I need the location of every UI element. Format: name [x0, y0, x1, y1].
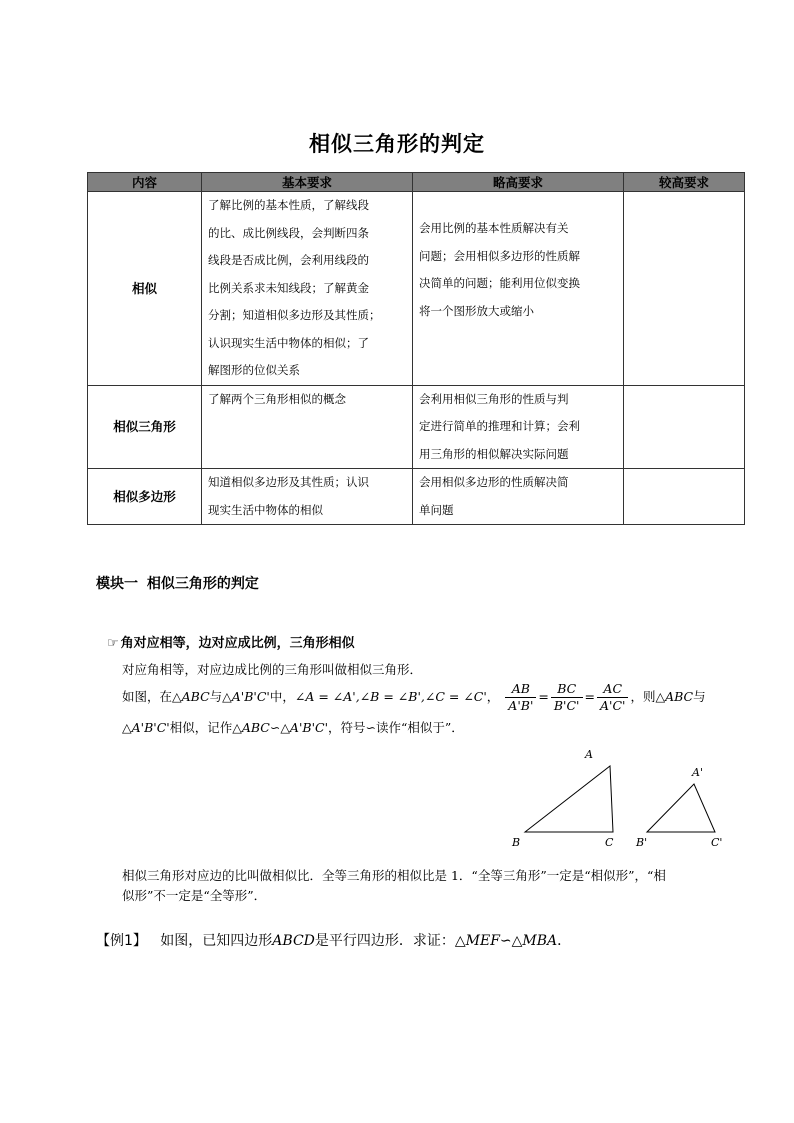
triangle-a1b1c1: △A'B'C'	[222, 689, 270, 704]
cell-line: 会用相似多边形的性质解决简	[419, 475, 569, 489]
page-title: 相似三角形的判定	[309, 132, 485, 156]
module-heading	[96, 573, 259, 593]
cell-line: 会利用相似三角形的性质与判	[419, 391, 569, 406]
table-row	[88, 385, 745, 469]
example-1: 【例1】 如图，已知四边形ABCD是平行四边形．求证：△MEF∽△MBA．	[96, 933, 572, 949]
similarity-notation: △ABC∽△A'B'C'	[232, 720, 329, 735]
row-basic-cell	[202, 192, 413, 386]
row-basic-cell	[202, 469, 413, 525]
header-content: 内容	[88, 173, 202, 192]
cell-line: 用三角形的相似解决实际问题	[419, 446, 569, 461]
ratio-paragraph-line2: 似形”不一定是“全等形”．	[122, 888, 267, 903]
module-label: 模块一	[96, 576, 138, 592]
row-content-cell: 相似多边形	[88, 469, 202, 525]
cell-line: 会用比例的基本性质解决有关	[419, 221, 569, 235]
label-B-prime: B'	[636, 836, 648, 849]
label-C: C	[605, 836, 614, 849]
cell-line: 决简单的问题；能利用位似变换	[419, 276, 580, 290]
row-content-cell: 相似	[88, 192, 202, 386]
triangle-a1b1c1-shape	[647, 784, 715, 832]
definition-paragraph: 对应角相等，对应边成比例的三角形叫做相似三角形．	[122, 662, 423, 677]
cell-line: 分割；知道相似多边形及其性质；	[208, 308, 381, 322]
condition-paragraph: 如图，在△ABC与△A'B'C'中，∠A = ∠A',∠B = ∠B',∠C = ∠C'， $\frac{AB}{A'B'}$ = $\frac{BC}{B'C'}$ = $\frac{AC}{A'C'}$ ，则△ABC与	[122, 681, 706, 713]
pointing-hand-icon: ☞	[107, 636, 119, 651]
row-basic-cell	[202, 385, 413, 469]
ratio-bc: $\frac{BC}{B'C'}$	[551, 681, 583, 714]
label-B: B	[512, 836, 521, 849]
row-content-cell: 相似三角形	[88, 385, 202, 469]
cell-line: 定进行简单的推理和计算；会利	[419, 419, 580, 433]
row-higher-cell	[413, 192, 624, 386]
label-A: A	[585, 748, 593, 761]
requirements-table	[87, 172, 745, 525]
example-claim: △MEF∽△MBA	[454, 933, 558, 949]
cell-line: 问题；会用相似多边形的性质解	[419, 248, 580, 263]
key-point-text: 角对应相等，边对应成比例，三角形相似	[120, 636, 355, 651]
ratio-ab: $\frac{AB}{A'B'}$	[505, 681, 536, 714]
cell-line: 将一个图形放大或缩小	[419, 303, 534, 318]
triangle-abc: △ABC	[172, 689, 210, 704]
ratio-paragraph-line1: 相似三角形对应边的比叫做相似比．全等三角形的相似比是 1．“全等三角形”一定是“相似形”，“相	[122, 868, 666, 883]
table-header-row	[88, 173, 745, 192]
header-basic: 基本要求	[202, 173, 413, 192]
cell-line: 了解两个三角形相似的概念	[208, 391, 346, 406]
cell-line: 认识现实生活中物体的相似；了	[208, 335, 369, 350]
module-text: 相似三角形的判定	[146, 576, 259, 592]
header-advanced: 较高要求	[624, 173, 745, 192]
similar-triangles-figure	[500, 742, 740, 854]
angle-equalities: ∠A = ∠A',∠B = ∠B',∠C = ∠C'	[294, 689, 487, 704]
row-advanced-cell	[624, 469, 745, 525]
cell-line: 了解比例的基本性质，了解线段	[208, 198, 369, 212]
cell-line: 比例关系求未知线段；了解黄金	[208, 280, 369, 295]
label-C-prime: C'	[711, 836, 723, 849]
cell-line: 知道相似多边形及其性质；认识	[208, 475, 369, 489]
table-row	[88, 192, 745, 386]
row-higher-cell	[413, 469, 624, 525]
cell-line: 解图形的位似关系	[208, 363, 300, 377]
cell-line: 的比、成比例线段，会判断四条	[208, 225, 369, 240]
cell-line: 线段是否成比例，会利用线段的	[208, 253, 369, 267]
ratio-ac: $\frac{AC}{A'C'}$	[597, 681, 628, 714]
row-advanced-cell	[624, 192, 745, 386]
triangle-abc-shape	[525, 766, 613, 832]
row-advanced-cell	[624, 385, 745, 469]
cell-line: 现实生活中物体的相似	[208, 502, 323, 517]
notation-paragraph: △A'B'C'相似，记作△ABC∽△A'B'C'，符号∽读作“相似于”．	[122, 720, 464, 735]
label-A-prime: A'	[692, 766, 703, 779]
cell-line: 单问题	[419, 502, 454, 517]
key-point	[107, 632, 355, 651]
example-label: 【例1】	[96, 933, 147, 949]
header-higher: 略高要求	[413, 173, 624, 192]
table-row	[88, 469, 745, 525]
row-higher-cell	[413, 385, 624, 469]
